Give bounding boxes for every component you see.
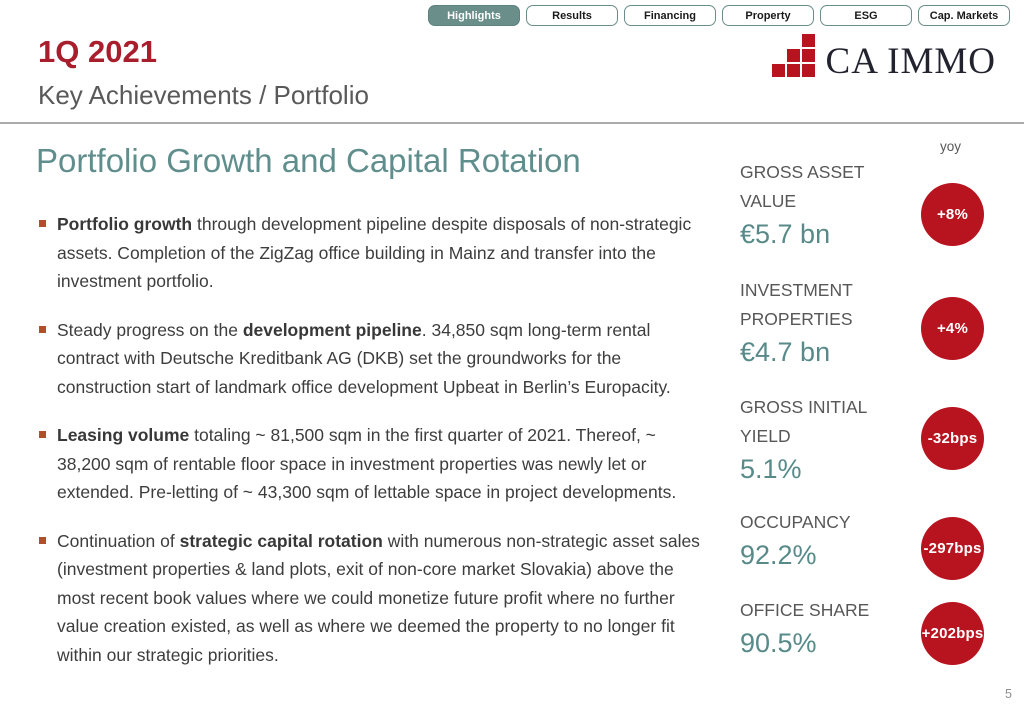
company-logo — [772, 34, 996, 82]
kpi-value: 90.5% — [740, 628, 817, 658]
kpi-label: GROSS INITIAL YIELD — [740, 397, 867, 446]
tab-financing[interactable]: Financing — [624, 5, 716, 26]
yoy-badge-occupancy: -297bps — [921, 517, 984, 580]
kpi-value: €5.7 bn — [740, 219, 831, 249]
kpi-label: OFFICE SHARE — [740, 600, 870, 620]
tab-esg[interactable]: ESG — [820, 5, 912, 26]
page-title: Key Achievements / Portfolio — [38, 80, 369, 110]
tab-results[interactable]: Results — [526, 5, 618, 26]
header-divider — [0, 122, 1024, 124]
tab-highlights[interactable]: Highlights — [428, 5, 520, 26]
kpi-value: 92.2% — [740, 540, 817, 570]
logo-text: CA IMMO — [825, 40, 996, 82]
bullet-item: Portfolio growth through development pipeline despite disposals of non-strategic assets. Completion of the ZigZag office building in Mainz and transfer into the investment portfolio. — [38, 210, 700, 296]
kpi-office-share — [740, 596, 890, 659]
page-number: 5 — [1005, 687, 1012, 701]
yoy-badge-investment-properties: +4% — [921, 297, 984, 360]
kpi-gross-asset-value — [740, 158, 890, 250]
kpi-gross-initial-yield — [740, 393, 890, 485]
bullet-item: Leasing volume totaling ~ 81,500 sqm in the first quarter of 2021. Thereof, ~ 38,200 sqm of rentable floor space in investment properties was newly let or extended. Pre-letting of ~ 43,300 sqm of lettable space in project developments. — [38, 421, 700, 507]
yoy-badge-office-share: +202bps — [921, 602, 984, 665]
kpi-label: GROSS ASSET VALUE — [740, 162, 865, 211]
kpi-label: INVESTMENT PROPERTIES — [740, 280, 853, 329]
report-period: 1Q 2021 — [38, 34, 157, 69]
tab-bar — [428, 5, 1010, 26]
yoy-badge-gross-asset-value: +8% — [921, 183, 984, 246]
kpi-value: €4.7 bn — [740, 337, 831, 367]
bullet-item: Steady progress on the development pipeline. 34,850 sqm long-term rental contract with Deutsche Kreditbank AG (DKB) set the groundworks for the construction start of landmark office development Upbeat in Berlin’s Europacity. — [38, 316, 700, 402]
yoy-column-label: yoy — [940, 139, 962, 154]
yoy-badge-gross-initial-yield: -32bps — [921, 407, 984, 470]
kpi-investment-properties — [740, 276, 890, 368]
bullet-item: Continuation of strategic capital rotation with numerous non-strategic asset sales (investment properties & land plots, exit of non-core market Slovakia) above the most recent book values where we could monetize future profit where no further value creation existed, as well as where we deemed the property to no longer fit within our strategic priorities. — [38, 527, 700, 670]
bullet-list — [38, 210, 700, 689]
tab-cap-markets[interactable]: Cap. Markets — [918, 5, 1010, 26]
kpi-occupancy — [740, 508, 890, 571]
tab-property[interactable]: Property — [722, 5, 814, 26]
logo-bars-icon — [772, 34, 815, 77]
kpi-value: 5.1% — [740, 454, 802, 484]
slide-title: Portfolio Growth and Capital Rotation — [36, 142, 581, 179]
kpi-label: OCCUPANCY — [740, 512, 851, 532]
